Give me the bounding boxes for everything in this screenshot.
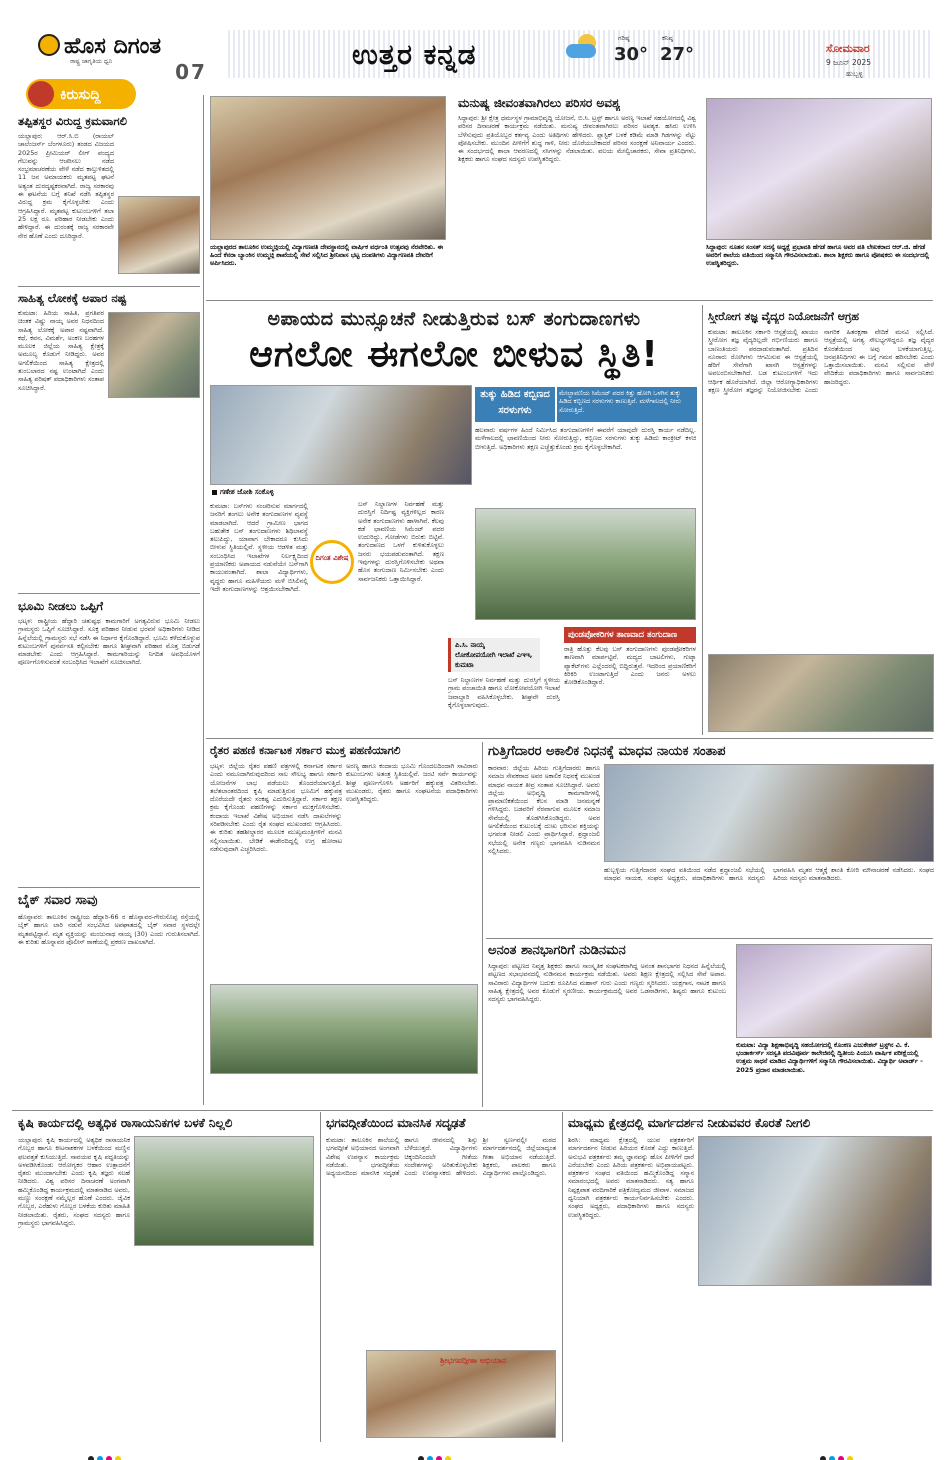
sub-label: ಪುಂಡಪೋಕರಿಗಳ ತಾಣವಾದ ತಂಗುದಾಣ (564, 627, 696, 643)
officer-role: ಲೋಕೋಪಯೋಗಿ ಇಲಾಖೆ ಎಇಇ, ಕುಮಟಾ (455, 651, 533, 669)
brief-1-photo (118, 196, 200, 274)
registration-dot (88, 1456, 94, 1460)
doctor-body: ಕುಮಟಾ: ತಾಲೂಕಿನ ಸರ್ಕಾರಿ ಆಸ್ಪತ್ರೆಯಲ್ಲಿ ಖಾಯಂ ಸ್ತ್ರೀರೋಗ ತಜ್ಞ ವೈದ್ಯರಿಲ್ಲದೇ ಗರ್ಭಿಣಿಯರು ಹಾಗೂ ಬಾಣಂತಿಯರು ಪರದಾಡುವಂತಾಗಿದೆ. ಪ್ರತಿದಿನ ನೂರಾರು ರೋಗಿಗಳು ಆಗಮಿಸುವ ಈ ಆಸ್ಪತ್ರೆಯಲ್ಲಿ ಹೆರಿಗೆ ಸೇವೆಗಾಗಿ ಖಾಸಗಿ ಆಸ್ಪತ್ರೆಗಳನ್ನು ಅವಲಂಬಿಸಬೇಕಾಗಿದೆ. ಬಡ ಕುಟುಂಬಗಳಿಗೆ ಇದು ಆರ್ಥಿಕ ಹೊರೆಯಾಗಿದೆ. ಜಿಲ್ಲಾ ಆರೋಗ್ಯಾಧಿಕಾರಿಗಳು ತಕ್ಷಣ ಸ್ತ್ರೀರೋಗ ತಜ್ಞರನ್ನು ನಿಯೋಜಿಸಬೇಕು ಎಂದು ನಾಗರಿಕ ಹಿತರಕ್ಷಣಾ ವೇದಿಕೆ ಮನವಿ ಸಲ್ಲಿಸಿದೆ. ಆಸ್ಪತ್ರೆಯಲ್ಲಿ ಅಗತ್ಯ ಸೌಲಭ್ಯಗಳಿದ್ದರೂ ತಜ್ಞ ವೈದ್ಯರ ಕೊರತೆಯಿಂದ ಅವು ಬಳಕೆಯಾಗುತ್ತಿಲ್ಲ. ಜನಪ್ರತಿನಿಧಿಗಳು ಈ ಬಗ್ಗೆ ಗಮನ ಹರಿಸಬೇಕು ಎಂದು ಒತ್ತಾಯಿಸಲಾಯಿತು. ಮನವಿ ಸಲ್ಲಿಸುವ ವೇಳೆ ವೇದಿಕೆಯ ಪದಾಧಿಕಾರಿಗಳು ಹಾಗೂ ಸಾರ್ವಜನಿಕರು ಹಾಜರಿದ್ದರು. (708, 328, 934, 395)
bottom-3-body: ಶಿರಸಿ: ಮಾಧ್ಯಮ ಕ್ಷೇತ್ರದಲ್ಲಿ ಯುವ ಪತ್ರಕರ್ತರಿಗೆ ಮಾರ್ಗದರ್ಶನ ನೀಡುವ ಹಿರಿಯರ ಕೊರತೆ ಎದ್ದು ಕಾಣುತ್ತಿದೆ. ಅನುಭವಿ ಪತ್ರಕರ್ತರು ತಮ್ಮ ಜ್ಞಾನವನ್ನು ಹೊಸ ಪೀಳಿಗೆಗೆ ಧಾರೆ ಎರೆಯಬೇಕು ಎಂದು ಹಿರಿಯ ಪತ್ರಕರ್ತರು ಅಭಿಪ್ರಾಯಪಟ್ಟರು. ಪತ್ರಕರ್ತರ ಸಂಘದ ವತಿಯಿಂದ ಹಮ್ಮಿಕೊಂಡಿದ್ದ ಸನ್ಮಾನ ಸಮಾರಂಭದಲ್ಲಿ ಅವರು ಮಾತನಾಡಿದರು. ಸತ್ಯ ಹಾಗೂ ನಿಷ್ಪಕ್ಷಪಾತ ವರದಿಗಾರಿಕೆ ಪತ್ರಿಕೋದ್ಯಮದ ಜೀವಾಳ. ಸಮಾಜದ ಧ್ವನಿಯಾಗಿ ಪತ್ರಕರ್ತರು ಕಾರ್ಯನಿರ್ವಹಿಸಬೇಕು ಎಂದರು. ಸಂಘದ ಅಧ್ಯಕ್ಷರು, ಪದಾಧಿಕಾರಿಗಳು ಹಾಗೂ ಸದಸ್ಯರು ಉಪಸ್ಥಿತರಿದ್ದರು. (568, 1136, 694, 1219)
farmer-body: ಭಟ್ಕಳ: ಜಿಲ್ಲೆಯ ರೈತರ ಪಹಣಿ ಪತ್ರಗಳಲ್ಲಿ ಕರ್ನಾಟಕ ಸರ್ಕಾರ ಎಂದು ನಮೂದಾಗಿರುವುದರಿಂದ ಸಾಲ ಸೌಲಭ್ಯ ಹಾಗೂ ಸರ್ಕಾರಿ ಯೋಜನೆಗಳ ಲಾಭ ಪಡೆಯಲು ತೊಂದರೆಯಾಗುತ್ತಿದೆ. ತಲೆತಲಾಂತರದಿಂದ ಕೃಷಿ ಮಾಡುತ್ತಿರುವ ಭೂಮಿಗೆ ಹಕ್ಕುಪತ್ರ ದೊರೆಯದೇ ರೈತರು ಸಂಕಷ್ಟ ಎದುರಿಸುತ್ತಿದ್ದಾರೆ. ಸರ್ಕಾರ ತಕ್ಷಣ ಕ್ರಮ ಕೈಗೊಂಡು ಪಹಣಿಗಳನ್ನು ಸರ್ಕಾರ ಮುಕ್ತಗೊಳಿಸಬೇಕು. ಕಂದಾಯ ಇಲಾಖೆ ವಿಶೇಷ ಅಭಿಯಾನ ನಡೆಸಿ ದಾಖಲೆಗಳನ್ನು ಸರಿಪಡಿಸಬೇಕು ಎಂದು ರೈತ ಸಂಘದ ಮುಖಂಡರು ಆಗ್ರಹಿಸಿದರು. ಈ ಕುರಿತು ತಹಶೀಲ್ದಾರರ ಮೂಲಕ ಮುಖ್ಯಮಂತ್ರಿಗಳಿಗೆ ಮನವಿ ಸಲ್ಲಿಸಲಾಯಿತು. ಬೇಡಿಕೆ ಈಡೇರದಿದ್ದಲ್ಲಿ ಉಗ್ರ ಹೋರಾಟ ನಡೆಸುವುದಾಗಿ ಎಚ್ಚರಿಸಿದರು. (210, 762, 342, 853)
brief-4-body: ಹೊನ್ನಾವರ: ತಾಲೂಕಿನ ರಾಷ್ಟ್ರೀಯ ಹೆದ್ದಾರಿ-66 ರ ಹೊನ್ನಾವರ-ಗೇರುಸೊಪ್ಪ ರಸ್ತೆಯಲ್ಲಿ ಬೈಕ್ ಹಾಗೂ ಲಾರಿ ನಡುವೆ ಸಂಭವಿಸಿದ ಅಪಘಾತದಲ್ಲಿ ಬೈಕ್ ಸವಾರ ಸ್ಥಳದಲ್ಲೇ ಮೃತಪಟ್ಟಿದ್ದಾನೆ. ಮೃತ ವ್ಯಕ್ತಿಯನ್ನು ಮಂಜುನಾಥ ನಾಯ್ಕ (30) ಎಂದು ಗುರುತಿಸಲಾಗಿದೆ. ಈ ಕುರಿತು ಹೊನ್ನಾವರ ಪೊಲೀಸ್ ಠಾಣೆಯಲ್ಲಿ ಪ್ರಕರಣ ದಾಖಲಾಗಿದೆ. (18, 913, 200, 946)
sub-body: ರಾತ್ರಿ ಹೊತ್ತು ಕೆಲವು ಬಸ್ ತಂಗುದಾಣಗಳು ಪುಂಡಪೋಕರಿಗಳ ತಾಣವಾಗಿ ಮಾರ್ಪಟ್ಟಿವೆ. ಮದ್ಯದ ಬಾಟಲಿಗಳು, ಗುಟ್ಕಾ ಪ್ಯಾಕೆಟ್‌ಗಳು ಎಲ್ಲೆಂದರಲ್ಲಿ ಬಿದ್ದಿರುತ್ತವೆ. ಇದರಿಂದ ಪ್ರಯಾಣಿಕರಿಗೆ ಕಿರಿಕಿರಿ ಉಂಟಾಗುತ್ತಿದೆ ಎಂದು ಜನರು ಅಳಲು ತೋಡಿಕೊಂಡಿದ್ದಾರೆ. (564, 645, 696, 687)
condolence-body: ಕಾರವಾರ: ಜಿಲ್ಲೆಯ ಹಿರಿಯ ಗುತ್ತಿಗೆದಾರರು ಹಾಗೂ ಸಮಾಜ ಸೇವಕರಾದ ಅವರ ಅಕಾಲಿಕ ನಿಧನಕ್ಕೆ ಮುಖಂಡ ಮಾಧವ ನಾಯಕ ತೀವ್ರ ಸಂತಾಪ ಸೂಚಿಸಿದ್ದಾರೆ. ಅವರು ಜಿಲ್ಲೆಯ ಅಭಿವೃದ್ಧಿ ಕಾಮಗಾರಿಗಳಲ್ಲಿ ಪ್ರಾಮಾಣಿಕತೆಯಿಂದ ಕೆಲಸ ಮಾಡಿ ಜನಮನ್ನಣೆ ಗಳಿಸಿದ್ದರು. ಬಡವರಿಗೆ ನೆರವಾಗುವ ಮೂಲಕ ಸಮಾಜ ಸೇವೆಯಲ್ಲಿ ತೊಡಗಿಸಿಕೊಂಡಿದ್ದರು. ಅವರ ಅಗಲಿಕೆಯಿಂದ ಕುಟುಂಬಕ್ಕೆ ದುಃಖ ಭರಿಸುವ ಶಕ್ತಿಯನ್ನು ಭಗವಂತ ನೀಡಲಿ ಎಂದು ಪ್ರಾರ್ಥಿಸಿದ್ದಾರೆ. ಶ್ರದ್ಧಾಂಜಲಿ ಸಭೆಯಲ್ಲಿ ಅನೇಕ ಗಣ್ಯರು ಭಾಗವಹಿಸಿ ನುಡಿನಮನ ಸಲ್ಲಿಸಿದರು. (488, 764, 600, 855)
lead-side-note: ಬಸ್ ನಿಲ್ದಾಣಗಳ ನಿರ್ವಹಣೆ ಮತ್ತು ದುರಸ್ತಿಗೆ ಸ್ಥಳೀಯ ಗ್ರಾಮ ಪಂಚಾಯಿತಿ ಹಾಗೂ ಲೋಕೋಪಯೋಗಿ ಇಲಾಖೆ ಜವಾಬ್ದಾರಿ ವಹಿಸಿಕೊಳ್ಳಬೇಕು. ಶೀಘ್ರವೇ ದುರಸ್ತಿ ಕೈಗೊಳ್ಳಲಾಗುವುದು. (448, 676, 560, 709)
bottom-3-headline: ಮಾಧ್ಯಮ ಕ್ಷೇತ್ರದಲ್ಲಿ ಮಾರ್ಗದರ್ಶನ ನೀಡುವವರ ಕೊರತೆ ನೀಗಲಿ (568, 1116, 811, 1130)
max-temp-value: 30° (614, 44, 649, 65)
bottom-1-photo (134, 1136, 314, 1246)
column-divider (203, 95, 204, 1105)
environment-headline: ಮನುಷ್ಯ ಜೀವಂತವಾಗಿರಲು ಪರಿಸರ ಅವಶ್ಯ (458, 96, 621, 110)
condolence-headline: ಗುತ್ತಿಗೆದಾರರ ಅಕಾಲಿಕ ನಿಧನಕ್ಕೆ ಮಾಧವ ನಾಯಕ ಸಂತಾಪ (488, 744, 726, 759)
officer-byline (448, 638, 540, 672)
rusted-roof-photo (475, 508, 696, 620)
highlight-note: ಮೇಲ್ಛಾವಣಿಯ ಸಿಮೆಂಟ್ ಪದರ ಕಿತ್ತು ಹೋಗಿ ಒಳಗಿನ ತುಕ್ಕು ಹಿಡಿದ ಕಬ್ಬಿಣದ ಸರಳುಗಳು ಕಾಣುತ್ತಿವೆ. ಮಳೆಗಾಲದಲ್ಲಿ ನೀರು ಸೋರುತ್ತಿದೆ. (557, 387, 697, 422)
bottom-2-photo-label: ಶ್ರೀಭಗವದ್ಗೀತಾ ಅಭಿಯಾನ (440, 1356, 507, 1365)
brief-3-body: ಭಟ್ಕಳ: ರಾಷ್ಟ್ರೀಯ ಹೆದ್ದಾರಿ ಚತುಷ್ಪಥ ಕಾಮಗಾರಿಗೆ ಅಗತ್ಯವಿರುವ ಭೂಮಿ ನೀಡಲು ಗ್ರಾಮಸ್ಥರು ಒಪ್ಪಿಗೆ ಸೂಚಿಸಿದ್ದಾರೆ. ಸೂಕ್ತ ಪರಿಹಾರ ನೀಡುವ ಭರವಸೆ ಅಧಿಕಾರಿಗಳು ನೀಡಿದ ಹಿನ್ನೆಲೆಯಲ್ಲಿ ಗ್ರಾಮಸ್ಥರು ಸಭೆ ನಡೆಸಿ ಈ ನಿರ್ಧಾರ ಕೈಗೊಂಡಿದ್ದಾರೆ. ಭೂಮಿ ಕಳೆದುಕೊಳ್ಳುವ ಕುಟುಂಬಗಳಿಗೆ ಪುನರ್ವಸತಿ ಕಲ್ಪಿಸಬೇಕು ಹಾಗೂ ಶೀಘ್ರವಾಗಿ ಪರಿಹಾರ ಮೊತ್ತ ಬಿಡುಗಡೆ ಮಾಡಬೇಕು ಎಂದು ಆಗ್ರಹಿಸಿದ್ದಾರೆ. ಕಾಮಗಾರಿಯನ್ನು ನಿಗದಿತ ಅವಧಿಯೊಳಗೆ ಪೂರ್ಣಗೊಳಿಸುವಂತೆ ಸಂಬಂಧಿಸಿದ ಇಲಾಖೆಗೆ ಸೂಚಿಸಲಾಗಿದೆ. (18, 617, 200, 667)
min-temp-label: ಕನಿಷ್ಠ (662, 34, 673, 42)
city-label: ಹುಬ್ಬಳ್ಳಿ (846, 70, 863, 78)
weather-widget (566, 34, 716, 76)
highlight-label: ತುಕ್ಕು ಹಿಡಿದ ಕಬ್ಬಿಣದ ಸರಳುಗಳು (475, 387, 555, 422)
bottom-2-headline: ಭಗವದ್ಗೀತೆಯಿಂದ ಮಾನಸಿಕ ಸದೃಢತೆ (326, 1116, 466, 1130)
day-label: ಸೋಮವಾರ (826, 42, 870, 55)
brief-4-headline: ಬೈಕ್ ಸವಾರ ಸಾವು (18, 893, 98, 908)
environment-body: ಸಿದ್ದಾಪುರ: ಶ್ರೀ ಕ್ಷೇತ್ರ ಧರ್ಮಸ್ಥಳ ಗ್ರಾಮಾಭಿವೃದ್ಧಿ ಯೋಜನೆ, ಬಿ.ಸಿ. ಟ್ರಸ್ಟ್ ಹಾಗೂ ಅರಣ್ಯ ಇಲಾಖೆ ಸಹಯೋಗದಲ್ಲಿ ವಿಶ್ವ ಪರಿಸರ ದಿನಾಚರಣೆ ಕಾರ್ಯಕ್ರಮ ನಡೆಯಿತು. ಮನುಷ್ಯ ಜೀವಂತವಾಗಿರಲು ಪರಿಸರ ಅವಶ್ಯಕ. ಹಸಿರು ಉಳಿಸಿ ಬೆಳೆಸುವುದು ಪ್ರತಿಯೊಬ್ಬರ ಕರ್ತವ್ಯ ಎಂದು ಅತಿಥಿಗಳು ಹೇಳಿದರು. ಪ್ಲಾಸ್ಟಿಕ್ ಬಳಕೆ ಕಡಿಮೆ ಮಾಡಿ ಗಿಡಗಳನ್ನು ನೆಟ್ಟು ಪೋಷಿಸಬೇಕು. ಮುಂದಿನ ಪೀಳಿಗೆಗೆ ಶುದ್ಧ ಗಾಳಿ, ನೀರು ದೊರೆಯಬೇಕಾದರೆ ಪರಿಸರ ಸಂರಕ್ಷಣೆ ಅನಿವಾರ್ಯ ಎಂದರು. ಈ ಸಂದರ್ಭದಲ್ಲಿ ಶಾಲಾ ಆವರಣದಲ್ಲಿ ಸಸಿಗಳನ್ನು ನೆಡಲಾಯಿತು. ವಲಯ ಮೇಲ್ವಿಚಾರಕರು, ಸೇವಾ ಪ್ರತಿನಿಧಿಗಳು, ಶಿಕ್ಷಕರು ಹಾಗೂ ಸಂಘದ ಸದಸ್ಯರು ಉಪಸ್ಥಿತರಿದ್ದರು. (458, 114, 696, 164)
award-photo (736, 944, 932, 1038)
award-caption: ಕುಮಟಾ: ವಿದ್ಯಾ ಶಿಕ್ಷಣಾಭಿವೃದ್ಧಿ ಸಹಯೋಗದಲ್ಲಿ ಕೊಂಕಣ ಎಜುಕೇಶನ್ ಟ್ರಸ್ಟ್‌ನ ವಿ. ಕೆ. ಭಂಡಾರ್ಕರ್ಸ್ ಸರಸ್ವತಿ ಪದವಿಪೂರ್ವ ಕಾಲೇಜಿನಲ್ಲಿ ದ್ವಿತೀಯ ಪಿಯುಸಿ ವಾರ್ಷಿಕ ಪರೀಕ್ಷೆಯಲ್ಲಿ ಉತ್ತಮ ಸಾಧನೆ ಮಾಡಿದ ವಿದ್ಯಾರ್ಥಿಗಳಿಗೆ ಸನ್ಮಾನಿಸಿ ಗೌರವಿಸಲಾಯಿತು. ವಿದ್ಯಾರ್ಥಿ ಅವಾರ್ಡ್ - 2025 ಪ್ರದಾನ ಮಾಡಲಾಯಿತು. (736, 1042, 923, 1074)
doctor-headline: ಸ್ತ್ರೀರೋಗ ತಜ್ಞ ವೈದ್ಯರ ನಿಯೋಜನೆಗೆ ಆಗ್ರಹ (708, 310, 859, 323)
bus-shelter-photo (210, 385, 472, 485)
bottom-3-photo (698, 1136, 932, 1286)
brief-2-body: ಕುಮಟಾ: ಹಿರಿಯ ಸಾಹಿತಿ, ಪ್ರಗತಿಪರ ಚಿಂತಕ ವಿಷ್ಣು ನಾಯ್ಕ ಅವರ ನಿಧನದಿಂದ ಸಾಹಿತ್ಯ ಲೋಕಕ್ಕೆ ಅಪಾರ ನಷ್ಟವಾಗಿದೆ. ಕಥೆ, ಕವನ, ವಿಮರ್ಶೆ, ಅಂಕಣ ಬರಹಗಳ ಮೂಲಕ ಜಿಲ್ಲೆಯ ಸಾಹಿತ್ಯ ಕ್ಷೇತ್ರಕ್ಕೆ ಅಮೂಲ್ಯ ಕೊಡುಗೆ ನೀಡಿದ್ದರು. ಅವರ ಅಗಲಿಕೆಯಿಂದ ಸಾಹಿತ್ಯ ಕ್ಷೇತ್ರದಲ್ಲಿ ತುಂಬಲಾರದ ನಷ್ಟ ಉಂಟಾಗಿದೆ ಎಂದು ಸಾಹಿತ್ಯ ಪರಿಷತ್ ಪದಾಧಿಕಾರಿಗಳು ಸಂತಾಪ ಸೂಚಿಸಿದ್ದಾರೆ. (18, 309, 104, 392)
page-number: 07 (175, 60, 207, 84)
felicitation-photo (706, 98, 932, 240)
bottom-1-headline: ಕೃಷಿ ಕಾರ್ಯದಲ್ಲಿ ಅತ್ಯಧಿಕ ರಾಸಾಯನಿಕಗಳ ಬಳಕೆ ನಿಲ್ಲಲಿ (18, 1116, 233, 1130)
condolence-caption: ಹುಬ್ಬಳ್ಳಿಯ ಗುತ್ತಿಗೆದಾರರ ಸಂಘದ ವತಿಯಿಂದ ನಡೆದ ಶ್ರದ್ಧಾಂಜಲಿ ಸಭೆಯಲ್ಲಿ ಮಾಧವ ನಾಯಕ, ಸಂಘದ ಅಧ್ಯಕ್ಷರು, ಪದಾಧಿಕಾರಿಗಳು ಹಾಗೂ ಸದಸ್ಯರು ಭಾಗವಹಿಸಿ ಮೃತರ ಆತ್ಮಕ್ಕೆ ಶಾಂತಿ ಕೋರಿ ಮೌನಾಚರಣೆ ನಡೆಸಿದರು. ಸಂಘದ ಹಿರಿಯ ಸದಸ್ಯರು ಮಾತನಾಡಿದರು. (604, 866, 934, 883)
reporter-name: ಗಣೇಶ ಜೋಶಿ ಸಂಕೊಳ್ಳಿ (220, 488, 274, 496)
bottom-2-body: ಕುಮಟಾ: ತಾಲೂಕಿನ ಶಾಲೆಯಲ್ಲಿ ಭಗವದ್ಗೀತೆ ಅಭಿಯಾನದ ಅಂಗವಾಗಿ ವಿಶೇಷ ಉಪನ್ಯಾಸ ಕಾರ್ಯಕ್ರಮ ನಡೆಯಿತು. ಭಗವದ್ಗೀತೆಯ ಅಧ್ಯಯನದಿಂದ ಮಾನಸಿಕ ಸದೃಢತೆ ಹಾಗೂ ಜೀವನದಲ್ಲಿ ಶಿಸ್ತು ಬೆಳೆಯುತ್ತದೆ. ವಿದ್ಯಾರ್ಥಿಗಳು ಚಿಕ್ಕಂದಿನಿಂದಲೇ ಗೀತೆಯ ಸಂದೇಶಗಳನ್ನು ಅರಿತುಕೊಳ್ಳಬೇಕು ಎಂದು ಉಪನ್ಯಾಸಕರು ಹೇಳಿದರು. ಶ್ರೀ ಸ್ವರ್ಣವಲ್ಲೀ ಮಠದ ಮಾರ್ಗದರ್ಶನದಲ್ಲಿ ಜಿಲ್ಲೆಯಾದ್ಯಂತ ಗೀತಾ ಅಭಿಯಾನ ನಡೆಯುತ್ತಿದೆ. ಶಿಕ್ಷಕರು, ಪಾಲಕರು ಹಾಗೂ ವಿದ್ಯಾರ್ಥಿಗಳು ಪಾಲ್ಗೊಂಡಿದ್ದರು. (326, 1136, 556, 1178)
farmer-headline: ರೈತರ ಪಹಣಿ ಕರ್ನಾಟಕ ಸರ್ಕಾರ ಮುಕ್ತ ಪಹಣಿಯಾಗಲಿ (210, 744, 401, 757)
memorandum-photo (708, 654, 934, 732)
digantha-vishesha-badge: ದಿಗಂತ ವಿಶೇಷ (310, 540, 354, 584)
cloud-icon (566, 44, 596, 58)
edition-title: ಉತ್ತರ ಕನ್ನಡ (352, 38, 477, 71)
farmer-body-2: ಅರಣ್ಯ ಹಾಗೂ ಕಂದಾಯ ಭೂಮಿ ಗೊಂದಲದಿಂದಾಗಿ ಸಾವಿರಾರು ಕುಟುಂಬಗಳು ಅತಂತ್ರ ಸ್ಥಿತಿಯಲ್ಲಿವೆ. ಜಂಟಿ ಸರ್ವೆ ಕಾರ್ಯವನ್ನು ಶೀಘ್ರ ಪೂರ್ಣಗೊಳಿಸಿ ಅರ್ಹರಿಗೆ ಹಕ್ಕುಪತ್ರ ವಿತರಿಸಬೇಕು. ಮುಖಂಡರು, ರೈತರು ಹಾಗೂ ಸಂಘಟನೆಯ ಪದಾಧಿಕಾರಿಗಳು ಉಪಸ್ಥಿತರಿದ್ದರು. (346, 762, 478, 804)
brief-2-photo (108, 312, 200, 398)
lead-headline: ಆಗಲೋ ಈಗಲೋ ಬೀಳುವ ಸ್ಥಿತಿ! (249, 334, 659, 375)
color-registration-marks (88, 1447, 124, 1453)
tribute-headline: ಅನಂತ ಶಾನಭಾಗರಿಗೆ ನುಡಿನಮನ (488, 943, 626, 958)
bottom-1-body: ಯಲ್ಲಾಪುರ: ಕೃಷಿ ಕಾರ್ಯದಲ್ಲಿ ಅತ್ಯಧಿಕ ರಾಸಾಯನಿಕ ಗೊಬ್ಬರ ಹಾಗೂ ಕೀಟನಾಶಕಗಳ ಬಳಕೆಯಿಂದ ಮಣ್ಣಿನ ಫಲವತ್ತತೆ ಕುಸಿಯುತ್ತಿದೆ. ಸಾವಯವ ಕೃಷಿ ಪದ್ಧತಿಯನ್ನು ಅಳವಡಿಸಿಕೊಂಡು ಆರೋಗ್ಯಕರ ಆಹಾರ ಉತ್ಪಾದನೆಗೆ ರೈತರು ಮುಂದಾಗಬೇಕು ಎಂದು ಕೃಷಿ ತಜ್ಞರು ಸಲಹೆ ನೀಡಿದರು. ವಿಶ್ವ ಪರಿಸರ ದಿನಾಚರಣೆ ಅಂಗವಾಗಿ ಹಮ್ಮಿಕೊಂಡಿದ್ದ ಕಾರ್ಯಕ್ರಮದಲ್ಲಿ ಮಾತನಾಡಿದ ಅವರು, ಮಣ್ಣು ಸಂರಕ್ಷಣೆ ನಮ್ಮೆಲ್ಲರ ಹೊಣೆ ಎಂದರು. ಜೈವಿಕ ಗೊಬ್ಬರ, ಎರೆಹುಳು ಗೊಬ್ಬರ ಬಳಕೆಯ ಕುರಿತು ಮಾಹಿತಿ ನೀಡಲಾಯಿತು. ರೈತರು, ಸಂಘದ ಸದಸ್ಯರು ಹಾಗೂ ಗ್ರಾಮಸ್ಥರು ಭಾಗವಹಿಸಿದ್ದರು. (18, 1136, 130, 1227)
condolence-photo (604, 764, 934, 862)
temple-photo-caption: ಯಲ್ಲಾಪುರದ ತಾಲೂಕಿನ ಉಮ್ಮಚ್ಗಿಯಲ್ಲಿ ವಿದ್ಯಾಗಣಪತಿ ದೇವಸ್ಥಾನದಲ್ಲಿ ವಾರ್ಷಿಕ ವರ್ಧಂತಿ ಉತ್ಸವವು ನೆರವೇರಿತು. ಈ ಹಿಂದೆ ಕೆನರಾ ಬ್ಯಾಂಕಿನ ಉಮ್ಮಚ್ಗಿ ಶಾಖೆಯಲ್ಲಿ ಸೇವೆ ಸಲ್ಲಿಸಿದ ಶ್ರೀನಿವಾಸ ಭಟ್ಟ ದಂಪತಿಗಳು ವಿದ್ಯಾಗಣಪತಿ ದೇವರಿಗೆ ಅರ್ಪಿಸಿದರು. (210, 244, 443, 268)
hand-icon (28, 81, 54, 107)
farmer-photo (210, 984, 478, 1074)
logo-icon (38, 34, 60, 56)
felicitation-caption: ಸಿದ್ದಾಪುರ: ನೂತನ ಸಂಸತ್ ಸದಸ್ಯೆ ಅಧ್ಯಕ್ಷೆ ಪ್ರಭಾವತಿ ಹೆಗಡೆ ಹಾಗೂ ಅವರ ಪತಿ ಲೇಖಕರಾದ ಆರ್.ಜಿ. ಹೆಗಡೆ ಅವರಿಗೆ ಶಾಲೆಯ ವತಿಯಿಂದ ಸನ್ಮಾನಿಸಿ ಗೌರವಿಸಲಾಯಿತು. ಶಾಲಾ ಶಿಕ್ಷಕರು ಹಾಗೂ ಪೋಷಕರು ಈ ಸಂದರ್ಭದಲ್ಲಿ ಉಪಸ್ಥಿತರಿದ್ದರು. (706, 244, 930, 268)
max-temp-label: ಗರಿಷ್ಠ (618, 34, 630, 42)
temple-photo (210, 96, 446, 240)
brief-1-body: ಯಲ್ಲಾಪುರ: ಆರ್.ಸಿ.ಬಿ (ರಾಯಲ್ ಚಾಲೆಂಜರ್ಸ್ ಬೆಂಗಳೂರು) ತಂಡದ ವಿಜಯದ 2025ರ ಪ್ರೀಮಿಯರ್ ಲೀಗ್ ಪಂದ್ಯದ ಗೆಲುವನ್ನು ಆಚರಿಸಲು ನಡೆದ ಸಂಭ್ರಮಾಚರಣೆಯ ವೇಳೆ ನಡೆದ ಕಾಲ್ತುಳಿತದಲ್ಲಿ 11 ಜನ ಅಮಾಯಕರು ಮೃತಪಟ್ಟ ಘಟನೆ ಅತ್ಯಂತ ದುರದೃಷ್ಟಕರವಾಗಿದೆ. ರಾಜ್ಯ ಸರಕಾರವು ಈ ಘಟನೆಯ ಬಗ್ಗೆ ತನಿಖೆ ನಡೆಸಿ ತಪ್ಪಿತಸ್ಥರ ವಿರುದ್ಧ ಕ್ರಮ ಕೈಗೊಳ್ಳಬೇಕು ಎಂದು ಆಗ್ರಹಿಸಿದ್ದಾರೆ. ಮೃತಪಟ್ಟ ಕುಟುಂಬಗಳಿಗೆ ತಲಾ 25 ಲಕ್ಷ ರೂ. ಪರಿಹಾರ ನೀಡಬೇಕು ಎಂದು ಹೇಳಿದ್ದಾರೆ. ಈ ದುರಂತಕ್ಕೆ ರಾಜ್ಯ ಸರಕಾರವೇ ನೇರ ಹೊಣೆ ಎಂದು ದೂರಿದ್ದಾರೆ. (18, 132, 114, 240)
brief-3-headline: ಭೂಮಿ ನೀಡಲು ಒಪ್ಪಿಗೆ (18, 599, 103, 613)
kirusuddi-title: ಕಿರುಸುದ್ದಿ (60, 87, 101, 103)
brief-1-headline: ತಪ್ಪಿತಸ್ಥರ ವಿರುದ್ಧ ಕ್ರಮವಾಗಲಿ (18, 114, 127, 128)
lead-body-mid: ಬಸ್ ನಿಲ್ದಾಣಗಳ ನಿರ್ವಹಣೆ ಮತ್ತು ದುರಸ್ತಿಗೆ ನಿರ್ದಿಷ್ಟ ವ್ಯಕ್ತಿಗಳಿಲ್ಲದ ಕಾರಣ ಅನೇಕ ತಂಗುದಾಣಗಳು ಹಾಳಾಗಿವೆ. ಕೆಲವು ಕಡೆ ಛಾವಣಿಯ ಸಿಮೆಂಟ್ ಪದರ ಉದುರಿದ್ದು, ಗೋಡೆಗಳು ಬಿರುಕು ಬಿಟ್ಟಿವೆ. ತಂಗುದಾಣದ ಒಳಗೆ ಕುಳಿತುಕೊಳ್ಳಲು ಜನರು ಭಯಪಡುವಂತಾಗಿದೆ. ತಕ್ಷಣ ಇವುಗಳನ್ನು ದುರಸ್ತಿಗೊಳಿಸಬೇಕು ಅಥವಾ ಹೊಸ ತಂಗುದಾಣ ನಿರ್ಮಿಸಬೇಕು ಎಂದು ಸಾರ್ವಜನಿಕರು ಒತ್ತಾಯಿಸಿದ್ದಾರೆ. (358, 500, 444, 583)
logo-subtitle: ರಾಷ್ಟ್ರ ಜಾಗೃತಿಯ ಧ್ವನಿ (70, 58, 113, 65)
lead-body-left: ಕುಮಟಾ: ಬಸ್‌ಗಳು ಸಂಚರಿಸುವ ಮಾರ್ಗದಲ್ಲಿ ಜನರಿಗೆ ತಂಗಲು ಅನೇಕ ತಂಗುದಾಣಗಳ ವ್ಯವಸ್ಥೆ ಮಾಡಲಾಗಿದೆ. ಆದರೆ ಗ್ರಾಮೀಣ ಭಾಗದ ಬಹುತೇಕ ಬಸ್ ತಂಗುದಾಣಗಳು ಶಿಥಿಲಾವಸ್ಥೆ ತಲುಪಿದ್ದು, ಯಾವಾಗ ಬೇಕಾದರೂ ಕುಸಿದು ಬೀಳುವ ಸ್ಥಿತಿಯಲ್ಲಿವೆ. ಸ್ಥಳೀಯ ಆಡಳಿತ ಮತ್ತು ಸಂಬಂಧಿಸಿದ ಇಲಾಖೆಗಳ ನಿರ್ಲಕ್ಷ್ಯದಿಂದ ಪ್ರಯಾಣಿಕರು ಅಪಾಯದ ನಡುವೆಯೇ ಬಸ್‌ಗಾಗಿ ಕಾಯುವಂತಾಗಿದೆ. ಶಾಲಾ ವಿದ್ಯಾರ್ಥಿಗಳು, ವೃದ್ಧರು ಹಾಗೂ ಮಹಿಳೆಯರು ಮಳೆ ಬಿಸಿಲಿನಲ್ಲಿ ಇದೇ ತಂಗುದಾಣಗಳನ್ನು ಆಶ್ರಯಿಸಬೇಕಾಗಿದೆ. (210, 502, 308, 593)
tribute-body: ಸಿದ್ದಾಪುರ: ಪಟ್ಟಣದ ನಿವೃತ್ತ ಶಿಕ್ಷಕರು ಹಾಗೂ ಸಾಂಸ್ಕೃತಿಕ ಸಂಘಟಕರಾಗಿದ್ದ ಅನಂತ ಶಾನಭಾಗರ ನಿಧನದ ಹಿನ್ನೆಲೆಯಲ್ಲಿ ಪಟ್ಟಣದ ಸಭಾಭವನದಲ್ಲಿ ನುಡಿನಮನ ಕಾರ್ಯಕ್ರಮ ನಡೆಯಿತು. ಅವರು ಶಿಕ್ಷಣ ಕ್ಷೇತ್ರದಲ್ಲಿ ಸಲ್ಲಿಸಿದ ಸೇವೆ ಅಪಾರ. ಸಾವಿರಾರು ವಿದ್ಯಾರ್ಥಿಗಳ ಬದುಕು ರೂಪಿಸಿದ ಮಹಾನ್ ಗುರು ಎಂದು ಗಣ್ಯರು ಸ್ಮರಿಸಿದರು. ಯಕ್ಷಗಾನ, ನಾಟಕ ಹಾಗೂ ಸಾಹಿತ್ಯ ಕ್ಷೇತ್ರದಲ್ಲಿ ಅವರ ಕೊಡುಗೆ ಸ್ಮರಣೀಯ. ಕಾರ್ಯಕ್ರಮದಲ್ಲಿ ಅವರ ಒಡನಾಡಿಗಳು, ಶಿಷ್ಯರು ಹಾಗೂ ಕುಟುಂಬ ಸದಸ್ಯರು ಭಾಗವಹಿಸಿದ್ದರು. (488, 962, 726, 1004)
logo-text: ಹೊಸ ದಿಗಂತ (64, 33, 162, 59)
bullet-icon (212, 490, 217, 495)
officer-name: ಪಿ.ಸಿ. ನಾಯ್ಕ (455, 641, 485, 649)
date-label: 9 ಜೂನ್ 2025 (826, 58, 872, 67)
lead-kicker: ಅಪಾಯದ ಮುನ್ಸೂಚನೆ ನೀಡುತ್ತಿರುವ ಬಸ್ ತಂಗುದಾಣಗಳು (267, 308, 641, 330)
brief-2-headline: ಸಾಹಿತ್ಯ ಲೋಕಕ್ಕೆ ಅಪಾರ ನಷ್ಟ (18, 291, 127, 305)
min-temp-value: 27° (660, 44, 695, 65)
lead-body-right: ಹಲವಾರು ವರ್ಷಗಳ ಹಿಂದೆ ನಿರ್ಮಿಸಿದ ತಂಗುದಾಣಗಳಿಗೆ ಈವರೆಗೆ ಯಾವುದೇ ದುರಸ್ತಿ ಕಾರ್ಯ ನಡೆದಿಲ್ಲ. ಮಳೆಗಾಲದಲ್ಲಿ ಛಾವಣಿಯಿಂದ ನೀರು ಸೋರುತ್ತಿದ್ದು, ಕಬ್ಬಿಣದ ಸರಳುಗಳು ತುಕ್ಕು ಹಿಡಿದು ಕಾಂಕ್ರೀಟ್ ಕಳಚಿ ಬೀಳುತ್ತಿದೆ. ಅಧಿಕಾರಿಗಳು ತಕ್ಷಣ ಎಚ್ಚೆತ್ತುಕೊಂಡು ಕ್ರಮ ಕೈಗೊಳ್ಳಬೇಕಾಗಿದೆ. (475, 426, 696, 451)
